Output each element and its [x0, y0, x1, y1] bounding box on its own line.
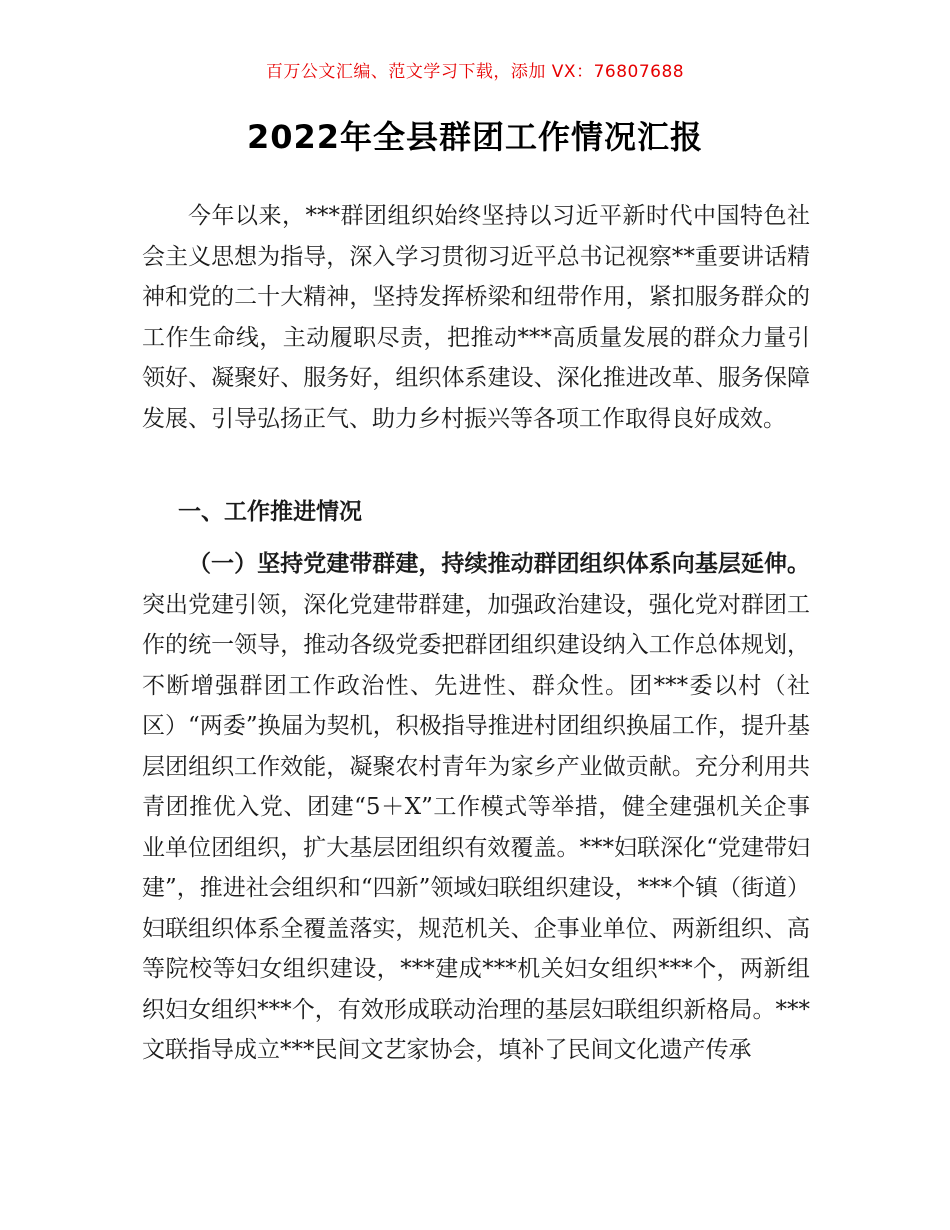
document-title: 2022年全县群团工作情况汇报 — [246, 118, 704, 156]
section-heading: 一、工作推进情况 — [178, 499, 362, 525]
header-note: 百万公文汇编、范文学习下载，添加 VX：76807688 — [265, 62, 685, 82]
subsection-paragraph — [142, 544, 810, 1071]
intro-paragraph: 今年以来，***群团组织始终坚持以习近平新时代中国特色社会主义思想为指导，深入学习贯彻习近平总书记视察**重要讲话精神和党的二十大精神，坚持发挥桥梁和纽带作用，紧扣服务群众的工作生命线，主动履职尽责，把推动***高质量发展的群众力量引领好、凝聚好、服务好，组织体系建设、深化推进改革、服务保障发展、引导弘扬正气、助力乡村振兴等各项工作取得良好成效。 — [142, 203, 810, 432]
subsection-lead: （一）坚持党建带群建，持续推动群团组织体系向基层延伸。 — [188, 551, 810, 577]
subsection-body: 突出党建引领，深化党建带群建，加强政治建设，强化党对群团工作的统一领导，推动各级党委把群团组织建设纳入工作总体规划，不断增强群团工作政治性、先进性、群众性。团***委以村（社区）“两委”换届为契机，积极指导推进村团组织换届工作，提升基层团组织工作效能，凝聚农村青年为家乡产业做贡献。充分利用共青团推优入党、团建“5＋X”工作模式等举措，健全建强机关企事业单位团组织，扩大基层团组织有效覆盖。***妇联深化“党建带妇建”，推进社会组织和“四新”领域妇联组织建设，***个镇（街道）妇联组织体系全覆盖落实，规范机关、企事业单位、两新组织、高等院校等妇女组织建设，***建成***机关妇女组织***个，两新组织妇女组织***个，有效形成联动治理的基层妇联组织新格局。***文联指导成立***民间文艺家协会，填补了民间文化遗产传承 — [142, 591, 810, 1063]
